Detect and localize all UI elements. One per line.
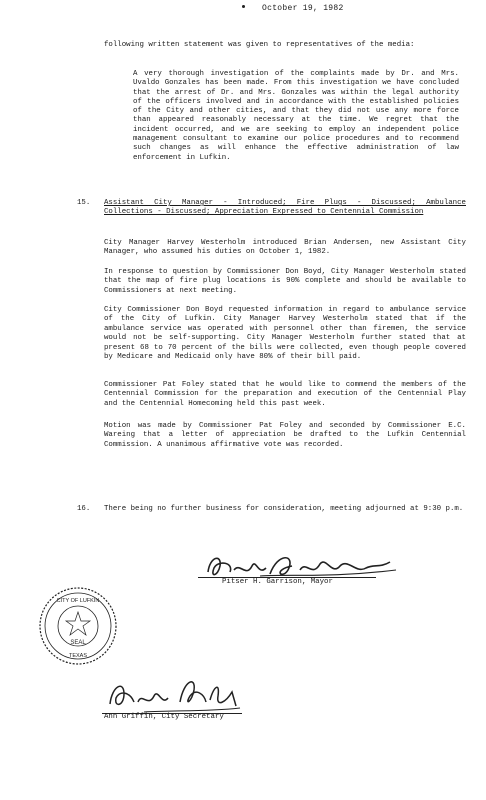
press-statement: A very thorough investigation of the complaints made by Dr. and Mrs. Uvaldo Gonzales has been made. From this investigation we have concluded that the arrest of Dr. and Mrs. Gonzales was within the legal authority of the officers involved and in accordance with the established policies of the City and other cities, and that they did not use any more force than appeared reasonably necessary at the time. We regret that the incident occurred, and we are seeking to employ an independent police management consultant to examine our police procedures and to recommend such changes as will enhance the effective administration of law enforcement in Lufkin. [133,70,459,162]
item-15-paragraph-1: City Manager Harvey Westerholm introduced Brian Andersen, new Assistant City Manager, who assumed his duties on October 1, 1982. [104,239,466,257]
scan-speck [242,5,245,8]
item-number-16: 16. [77,505,91,513]
city-seal [38,586,118,666]
item-15-paragraph-5: Motion was made by Commissioner Pat Foley and seconded by Commissioner E.C. Wareing that a letter of appreciation be drafted to the Lufkin Centennial Commission. A unanimous affirmative vote was recorded. [104,422,466,449]
item-15-paragraph-2: In response to question by Commissioner Don Boyd, City Manager Westerholm stated that the map of fire plug locations is 90% complete and should be available to Commissioners at next meeting. [104,268,466,295]
item-number-15: 15. [77,199,91,207]
secretary-name: Ann Griffin, City Secretary [104,713,224,721]
page-header-date: October 19, 1982 [262,4,344,13]
item-title-15: Assistant City Manager - Introduced; Fire Plugs - Discussed; Ambulance Collections - Discussed; Appreciation Expressed to Centennial Commission [104,199,466,217]
intro-text: following written statement was given to representatives of the media: [104,41,415,49]
item-16-paragraph-1: There being no further business for consideration, meeting adjourned at 9:30 p.m. [104,505,464,513]
secretary-signature [104,672,244,716]
item-15-paragraph-4: Commissioner Pat Foley stated that he would like to commend the members of the Centennial Commission for the preparation and execution of the Centennial Play and the Centennial Homecoming held this past week. [104,381,466,408]
item-15-paragraph-3: City Commissioner Don Boyd requested information in regard to ambulance service of the City of Lufkin. City Manager Harvey Westerholm stated that if the ambulance service was operated with personnel other than firemen, the service would not be self-supporting. City Manager Westerholm further stated that at present 68 to 70 percent of the bills were collected, even though people covered by Medicare and Medicaid only have 80% of their bill paid. [104,306,466,362]
mayor-name: Pitser H. Garrison, Mayor [222,578,333,586]
seal-center-text: SEAL [70,640,86,646]
seal-top-text: CITY OF LUFKIN [56,598,100,604]
seal-bottom-text: TEXAS [68,653,88,659]
